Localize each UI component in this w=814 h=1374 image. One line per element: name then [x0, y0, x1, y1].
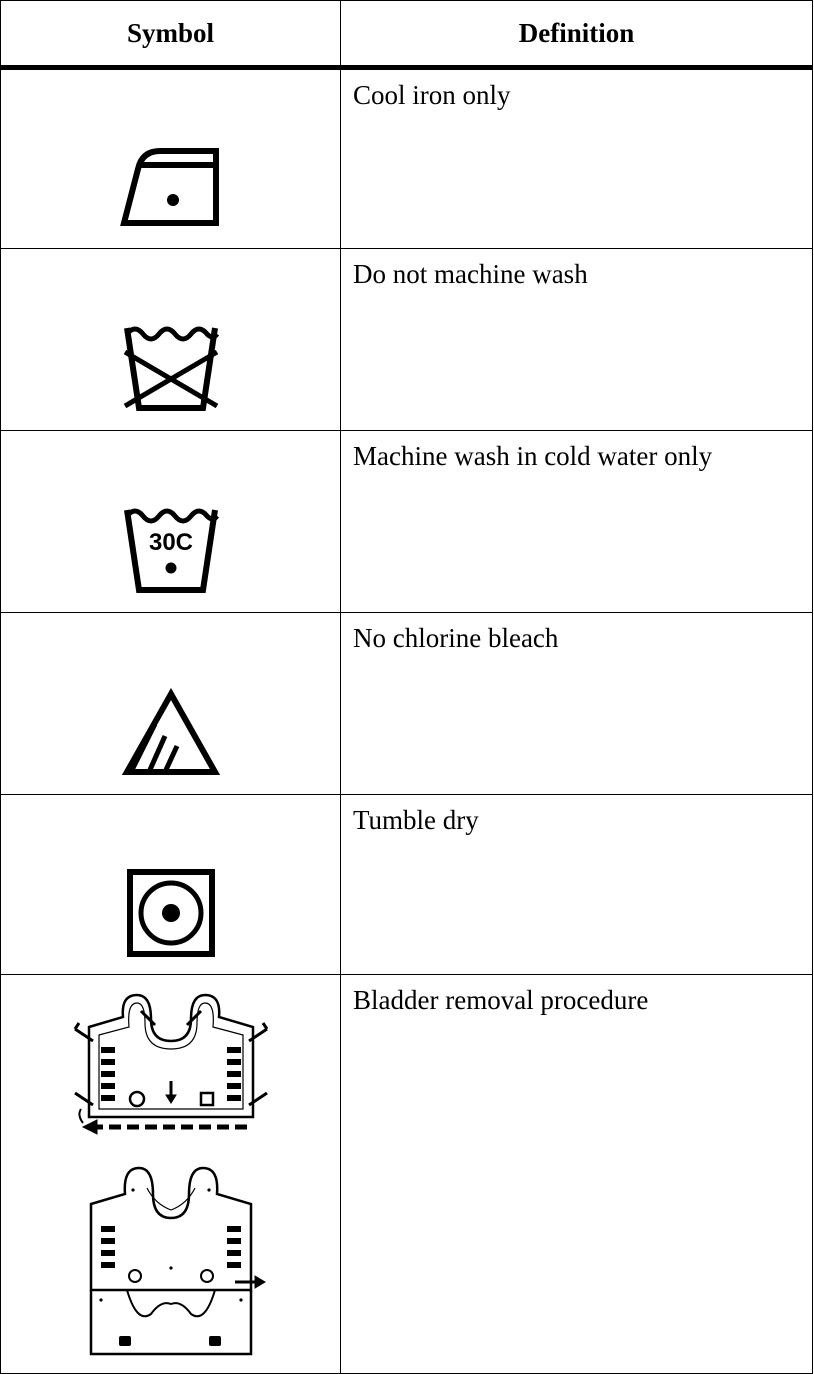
- symbol-cell: [1, 431, 341, 613]
- symbol-cell: [1, 613, 341, 795]
- table-row: [1, 795, 813, 975]
- symbol-cell: [1, 68, 341, 249]
- symbol-cell: [1, 249, 341, 431]
- header-symbol: Symbol: [1, 1, 341, 68]
- do-not-machine-wash-icon: [121, 316, 221, 416]
- cool-iron-icon: [116, 135, 226, 230]
- bladder-removal-step-2: [91, 1168, 265, 1354]
- wash-30c-icon: [121, 498, 221, 598]
- symbol-cell: [1, 975, 341, 1374]
- table-row: [1, 431, 813, 613]
- bladder-removal-step-1: [75, 995, 267, 1134]
- definition-cell: Tumble dry: [341, 795, 813, 975]
- definition-cell: Cool iron only: [341, 68, 813, 249]
- no-chlorine-bleach-icon: [121, 688, 221, 778]
- table-row: [1, 68, 813, 249]
- definition-cell: Do not machine wash: [341, 249, 813, 431]
- definition-cell: Bladder removal procedure: [341, 975, 813, 1374]
- definition-cell: Machine wash in cold water only: [341, 431, 813, 613]
- table-row: [1, 613, 813, 795]
- table-row: [1, 975, 813, 1374]
- bladder-removal-diagram: [71, 989, 271, 1359]
- tumble-dry-icon: [126, 868, 216, 958]
- table-header-row: [1, 1, 813, 68]
- symbol-cell: [1, 795, 341, 975]
- header-definition: Definition: [341, 1, 813, 68]
- definition-cell: No chlorine bleach: [341, 613, 813, 795]
- table-row: [1, 249, 813, 431]
- wash-temperature-label: 30C: [148, 529, 193, 556]
